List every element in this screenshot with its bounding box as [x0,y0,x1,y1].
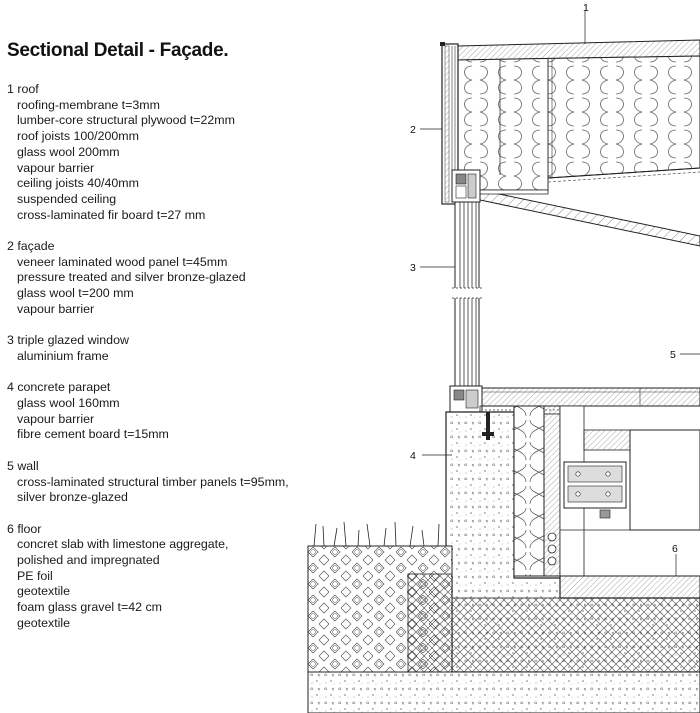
legend-item: fibre cement board t=15mm [17,427,169,442]
legend-item: geotextile [17,615,71,630]
drawing-title: Sectional Detail - Façade. [7,40,229,61]
legend-item: lumber-core structural plywood t=22mm [17,113,235,128]
legend-item: polished and impregnated [17,553,160,568]
legend-item: cross-laminated fir board t=27 mm [17,207,206,222]
callout-label: 5 [670,349,676,361]
legend-item: vapour barrier [17,411,95,426]
callout-6 [672,543,678,576]
legend-item: roof joists 100/200mm [17,129,139,144]
legend-heading: 5 wall [7,458,39,473]
legend-item: roofing-membrane t=3mm [17,97,160,112]
callout-1 [583,2,589,44]
triple-glazed-window [450,202,482,412]
callout-3 [410,262,455,274]
interior-fixtures [560,406,700,576]
callout-label: 6 [672,543,678,555]
callout-label: 3 [410,262,416,274]
wall-panel [480,388,700,414]
legend-item: glass wool 160mm [17,396,120,411]
legend-heading: 1 roof [7,82,39,96]
legend-item: cross-laminated structural timber panels t=95mm, [17,474,289,489]
legend-item: aluminium frame [17,348,109,363]
legend-item: geotextile [17,584,71,599]
legend-item: pressure treated and silver bronze-glazed [17,270,246,285]
callout-label: 4 [410,450,416,462]
legend-item: concret slab with limestone aggregate, [17,537,229,552]
legend-heading: 6 floor [7,521,42,536]
legend-item: PE foil [17,568,53,583]
legend-item: vapour barrier [17,160,95,175]
legend-heading: 4 concrete parapet [7,380,111,395]
legend-heading: 2 façade [7,239,55,254]
legend-item: silver bronze-glazed [17,490,128,505]
roof-section [458,40,700,246]
legend-item: vapour barrier [17,301,95,316]
callout-2 [410,124,442,136]
legend-item: foam glass gravel t=42 cm [17,600,162,615]
legend-item: glass wool t=200 mm [17,286,134,301]
floor-slab [560,576,700,598]
legend-heading: 3 triple glazed window [7,333,129,348]
legend-item: veneer laminated wood panel t=45mm [17,254,228,269]
callout-label: 1 [583,2,589,14]
callout-label: 2 [410,124,416,136]
callout-5 [670,349,700,361]
legend-item: ceiling joists 40/40mm [17,176,139,191]
legend-item: glass wool 200mm [17,144,120,159]
legend-item: suspended ceiling [17,191,117,206]
